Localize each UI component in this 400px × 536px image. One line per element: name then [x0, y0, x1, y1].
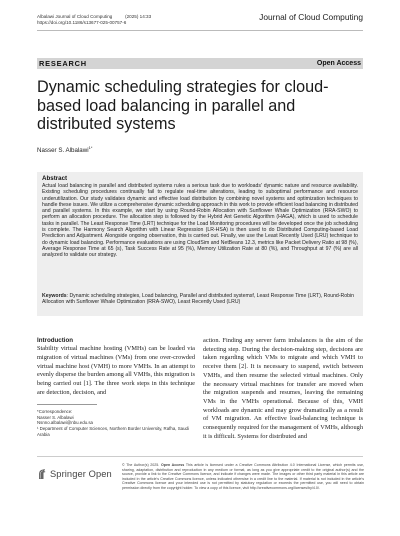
affiliation-note: ¹ Department of Computer Sciences, Northern Border University, Rafha, Saudi Arabia: [37, 426, 189, 437]
introduction-heading: Introduction: [37, 337, 74, 344]
correspondence-label: *Correspondence:: [37, 409, 73, 414]
springer-open-logo-text: Springer Open: [50, 469, 112, 479]
header-doi-link[interactable]: https://doi.org/10.1186/s13677-025-00757-6: [37, 20, 127, 26]
license-text: This article is licensed under a Creative Commons Attribution 4.0 International License, which permits use, sharing, adaptation, distribution and reproduction in any medium or format, as long as you give appropriate credit to the original author(s) and the source, provide a link to the Creative Commons licence, and indicate if changes were made. The images or other third party material in this article are included in the article's Creative Commons licence, unless indicated otherwise in a credit line to the material. If material is not included in the article's Creative Commons licence and your intended use is not permitted by statutory regulation or exceeds the permitted use, you will need to obtain permission directly from the copyright holder. To view a copy of this licence, visit http://creativecommons.org/licenses/by/4.0/.: [122, 463, 364, 490]
article-title: Dynamic scheduling strategies for cloud-based load balancing in parallel and distributed systems: [37, 78, 329, 134]
correspondence-email[interactable]: Nsnno.albalawi@nbu.edu.sa: [37, 420, 93, 426]
keywords-text: Dynamic scheduling strategies, Load balancing, Parallel and distributed systemsf, Least Response Time (LRT), Round-Robin Allocation with Sunflower Whale Optimization (RRA-SWO), Least Recently Used (LRU): [42, 293, 354, 306]
article-type-band: [37, 58, 363, 69]
body-column-right: [203, 337, 363, 441]
license-copyright: © The Author(s) 2025.: [122, 463, 160, 467]
open-access-label: Open Access: [316, 59, 361, 67]
correspondence-footnote: [37, 409, 197, 438]
introduction-text-right: action. Finding any server farm imbalances is the aim of the detecting step. During the decision-making step, decisions are taken regarding which VMs to migrate and which VMH to receive them [2]. It is necessary to suspend, switch between VMHs, and then resume the selected virtual machines. Only the necessary virtual machines for transfer are moved when the migration suspends and resumes, leaving the remaining VMs in the VMHs operational. Because of this, VMH workloads are dynamic and may grow dramatically as a result of VM migration. An effective load-balancing technique is consequently required for the management of VMHs, although it is difficult. Systems for distributed and: [203, 337, 363, 440]
body-column-left: [37, 337, 195, 397]
keywords-label: Keywords: [42, 293, 67, 299]
license-open-access: Open Access: [160, 463, 185, 467]
correspondence-name: Nasser S. Albalawi: [37, 414, 74, 420]
journal-name: Journal of Cloud Computing: [259, 12, 363, 22]
license-notice: [122, 463, 364, 491]
abstract-heading: Abstract: [42, 175, 68, 182]
footnote-divider: [37, 404, 97, 405]
springer-horse-icon: [37, 468, 47, 480]
article-type-label: RESEARCH: [39, 59, 87, 68]
author-line: [37, 145, 92, 154]
header-divider: [37, 30, 363, 31]
abstract-text: Actual load balancing in parallel and distributed systems rules a serious task due to workloads' dynamic nature and resource availability. Existing scheduling procedures continually fail to regulate real-time alterations, leading to suboptimal performance and resource underutilization. Our study validates dynamic and effective load distribution by combining novel systems and optimization techniques to handle these issues. We utilize a comprehensive dynamic scheduling approach in this work to provide efficient load balancing in distributed and parallel systems. In this example, we start by using Round-Robin Allocation with Sunflower Whale Optimization (RRA-SWO) to perform an allocation procedure. The allocation step is followed by the Hybrid Ant Genetic Algorithm (HAGA), which is used to schedule tasks in parallel. The Least Response Time (LRT) technique for the Load Monitoring procedures will be developed once the job scheduling is complete. The Harmony Search Algorithm with Linear Regression (LR-HSA) is then used to do Distributed Computing-based Load Prediction and Adjustment. Alongside ongoing observation, this is carried out. Finally, we use the Least Recently Used (LRU) technique to do dynamic load balancing. Performance evaluations are using CloudSim and NetBeans 12.3, metrics like Packet Delivery Ratio at 98 (%), Average Response Time at 65 (s), Task Success Rate at 95 (%), Memory Utilization Rate at 80 (%), and Throughput at 97 (%) are all analyzed to validate our strategy.: [42, 183, 358, 259]
footer-divider: [37, 456, 363, 457]
running-header: [37, 14, 151, 26]
author-affiliation-mark: 1*: [88, 145, 93, 150]
header-citation: Albalawi Journal of Cloud Computing (2025) 14:33: [37, 14, 152, 19]
introduction-text-left: Stability virtual machine hosting (VMHs) can be loaded via migration of virtual machines (VMs) from one over-crowded virtual machine host (VMH) to more VMHs. In an attempt to evenly disperse the burden among all VMHs, this migration is being carried out [1]. The three work steps in this technique are detection, decision, and: [37, 345, 195, 396]
abstract-box: [37, 172, 363, 316]
keywords: Keywords: Dynamic scheduling strategies, Load balancing, Parallel and distributed systemsf, Least Response Time (LRT), Round-Robin Allocation with Sunflower Whale Optimization (RRA-SWO), Least Recently Used (LRU): [42, 293, 354, 306]
springer-open-logo: [37, 467, 119, 481]
author-name[interactable]: Nasser S. Albalawi: [37, 147, 89, 155]
